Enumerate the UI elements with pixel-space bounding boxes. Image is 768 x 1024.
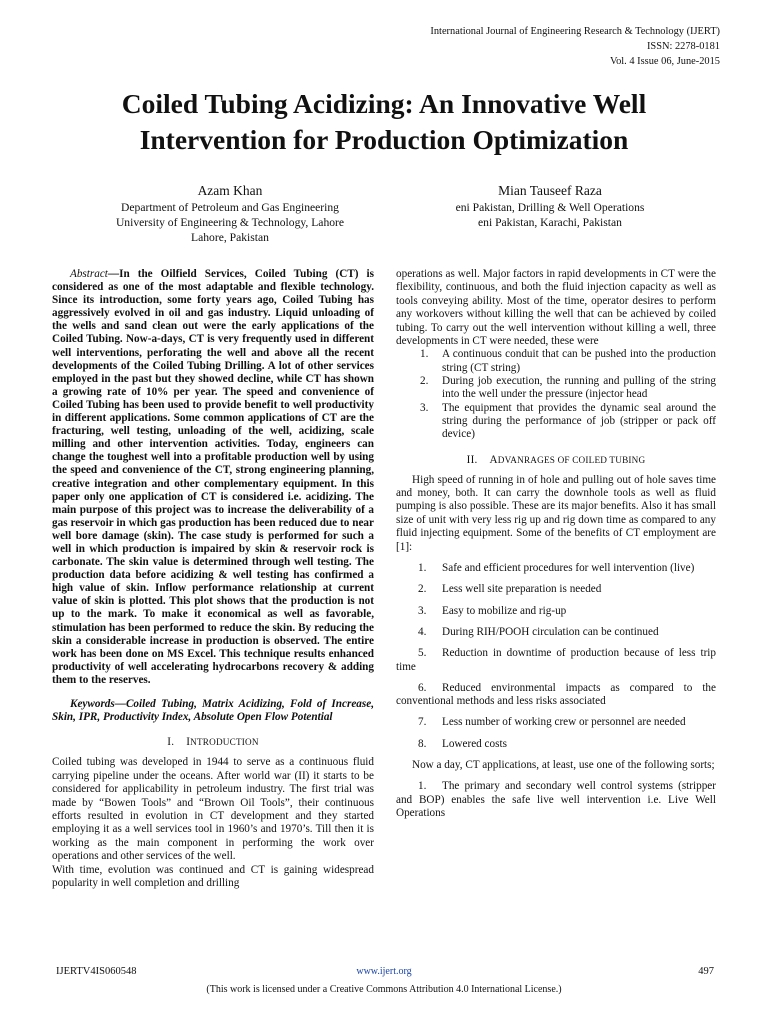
list-item-text: During RIH/POOH circulation can be continued (442, 625, 659, 638)
list-item (396, 348, 716, 375)
list-item-number: 1. (420, 348, 429, 361)
list-item (396, 605, 716, 618)
body-paragraph: operations as well. Major factors in rapid developments in CT were the flexibility, continuous, and both the fluid injection capacity as well as tools conveying ability. Most of the time, operator desires to perform any workovers without killing the well that can be achieved by coiled tubing. To carry out the well intervention without killing a well, three developments in CT were needed, these were (396, 268, 716, 348)
list-item-text: Safe and efficient procedures for well intervention (live) (442, 562, 695, 575)
list-item-number: 1. (418, 780, 427, 793)
list-item-number: 3. (420, 401, 429, 414)
intro-paragraph: Coiled tubing was developed in 1944 to serve as a continuous fluid carrying pipeline under the oceans. After world war (II) it starts to be considered for applicability in petroleum industry. The first trial was made by “Bowen Tools” and “Brown Oil Tools”, their continuous efforts resulted in evolution in CT development and they started employing it as a well services tool in 1960’s and 1970’s. Till then it is working as the main component in performing the work over operations and other services of the well. (52, 756, 374, 863)
list-item (396, 402, 716, 442)
list-item-number: 2. (420, 375, 429, 388)
section-heading-advantages (396, 454, 716, 467)
right-column (396, 268, 716, 828)
abstract-lead: Abstract (70, 268, 108, 280)
author-affiliation: eni Pakistan, Drilling & Well Operations (455, 201, 645, 214)
list-item-text: Less number of working crew or personnel are needed (442, 716, 686, 729)
list-item-text: Reduction in downtime of production because of less trip time (396, 647, 716, 673)
page-number: 497 (698, 966, 714, 977)
author-affiliation: Department of Petroleum and Gas Engineering (121, 201, 339, 214)
author-name: Mian Tauseef Raza (498, 183, 602, 198)
footer-paper-id: IJERTV4IS060548 (56, 966, 137, 977)
footer-url-link[interactable]: www.ijert.org (356, 966, 412, 977)
list-item-number: 8. (418, 737, 427, 750)
section-first-letter: A (489, 453, 498, 466)
list-item-text: Lowered costs (442, 737, 507, 750)
developments-list (396, 348, 716, 441)
intro-paragraph: With time, evolution was continued and CT is gaining widespread popularity in well completion and drilling (52, 863, 374, 889)
list-item-text: Reduced environmental impacts as compared to the conventional methods and less risks associated (396, 681, 716, 708)
author-block-2 (380, 182, 720, 230)
list-item (396, 716, 716, 729)
journal-header (430, 24, 720, 69)
paper-title (40, 86, 728, 158)
section-numeral: II. (466, 453, 478, 466)
title-line-1: Coiled Tubing Acidizing: An Innovative Well (121, 88, 647, 119)
list-item (396, 583, 716, 596)
list-item-number: 2. (418, 583, 427, 596)
list-item-number: 6. (418, 681, 427, 694)
body-paragraph: Now a day, CT applications, at least, use one of the following sorts; (412, 759, 715, 772)
abstract (52, 268, 374, 687)
section-numeral: I. (167, 736, 175, 749)
list-item-text: The equipment that provides the dynamic seal around the string during the performance of job (stripper or pack off device) (442, 401, 716, 441)
list-item (396, 375, 716, 402)
list-item-number: 7. (418, 716, 427, 729)
author-affiliation: University of Engineering & Technology, Lahore (115, 216, 345, 229)
list-item-text: Easy to mobilize and rig-up (442, 604, 567, 617)
author-block-1 (80, 182, 380, 245)
list-item (396, 738, 716, 751)
list-item-number: 5. (418, 647, 427, 660)
list-item-text: During job execution, the running and pulling of the string into the well under the pressure (injector head (442, 375, 716, 401)
left-column (52, 268, 374, 890)
list-item (396, 647, 716, 674)
sorts-list (396, 780, 716, 820)
list-item-number: 3. (418, 604, 427, 617)
section-heading-introduction (52, 736, 374, 749)
section-first-letter: I (186, 736, 191, 749)
list-item-number: 1. (418, 562, 427, 575)
list-item-text: The primary and secondary well control systems (stripper and BOP) enables the safe live well intervention i.e. Live Well Operations (396, 780, 716, 820)
author-affiliation: Lahore, Pakistan (191, 231, 269, 244)
journal-name: International Journal of Engineering Research & Technology (IJERT) (430, 26, 720, 37)
list-item (396, 562, 716, 575)
license-notice: (This work is licensed under a Creative Commons Attribution 4.0 International License.) (206, 984, 562, 995)
abstract-text: —In the Oilfield Services, Coiled Tubing (CT) is considered as one of the most adaptable and flexible technology. Since its introduction, some forty years ago, Coiled Tubing has aggressively evolved in oil and gas industry. Liquid unloading of the wells and sand clean out were the early applications of the Coiled Tubing. Now-a-days, CT is very frequently used in different well interventions, perforating the well and above all the recent developments of the Coiled Tubing Drilling. A lot of other services employed in the past but they showed decline, while CT has shown a growing rate of 10% per year. The speed and convenience of Coiled Tubing has been used to provide benefit to well productivity in different applications. Some common applications of CT are the fracturing, well testing, unloading of the well, acidizing, scale milling and other intervention activities. Today, engineers can change the toughest well into a profitable production well by using the speed and convenience of the CT, strong engineering planning, creative integration and other complementary equipment. In this paper only one application of CT is considered i.e. acidizing. The main purpose of this project was to increase the deliverability of a gas reservoir in which gas production has been reduced due to near well bore damage (skin). The case study is performed for such a well in which production is impaired by skin & reservoir rock is carbonate. The skin value is determined through well testing. The production data before acidizing & well testing has confirmed a high value of skin. Inflow performance relationship at current value of skin is plotted. This plot shows that the production is not up to the mark. To make it economical as well as favorable, stimulation has been performed to reduce the skin. By reducing the skin a considerable increase in production is observed. The entire work has been done on MS Excel. This technique results enhanced productivity of well accelerating hydrocarbons recovery & adding them to the reserves. (52, 268, 374, 686)
author-name: Azam Khan (197, 183, 263, 198)
keywords: Keywords—Coiled Tubing, Matrix Acidizing, Fold of Increase, Skin, IPR, Productivity Index, Absolute Open Flow Potential (52, 698, 374, 724)
section-title-rest: DVANRAGES OF COILED TUBING (497, 454, 646, 465)
section-title-rest: NTRODUCTION (190, 737, 259, 748)
title-line-2: Intervention for Production Optimization (139, 124, 629, 155)
list-item (396, 780, 716, 820)
author-affiliation: eni Pakistan, Karachi, Pakistan (478, 216, 622, 229)
list-item-text: A continuous conduit that can be pushed into the production string (CT string) (442, 348, 716, 374)
list-item-text: Less well site preparation is needed (442, 583, 602, 596)
body-paragraph: High speed of running in of hole and pulling out of hole saves time and money, both. It can carry the downhole tools as well as fluid pumping is also possible. These are its major benefits. Also it has small size of unit with very less rig up and rig down time as compared to any fluid injecting equipment. Some of the benefits of CT employment are [1]: (396, 473, 716, 553)
journal-volume: Vol. 4 Issue 06, June-2015 (609, 56, 720, 67)
benefits-list (396, 562, 716, 751)
list-item (396, 626, 716, 639)
journal-issn: ISSN: 2278-0181 (646, 41, 720, 52)
list-item (396, 682, 716, 709)
list-item-number: 4. (418, 625, 427, 638)
